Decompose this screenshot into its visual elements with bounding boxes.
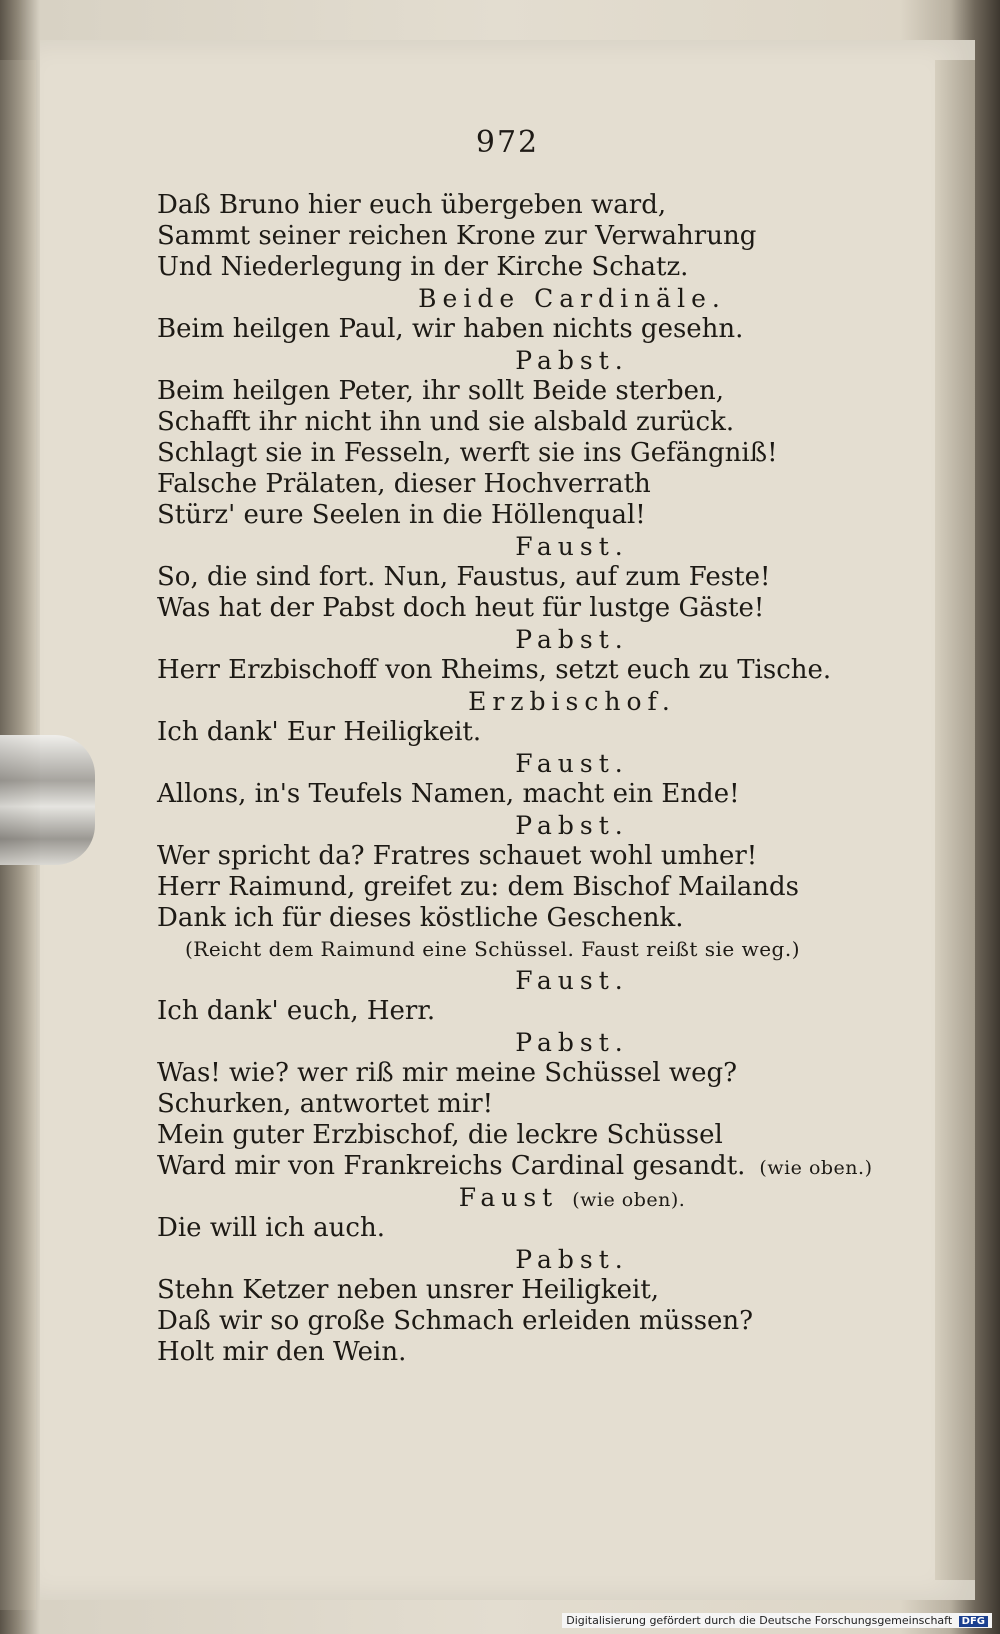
verse-line xyxy=(157,407,877,438)
footer-text: Digitalisierung gefördert durch die Deutsche Forschungsgemeinschaft xyxy=(566,1614,953,1627)
line-text: Faust. xyxy=(515,966,629,995)
page-clip xyxy=(0,735,95,865)
verse-line xyxy=(157,1089,877,1120)
speaker-name xyxy=(157,686,877,717)
line-text: Pabst. xyxy=(515,625,629,654)
footer-credit xyxy=(562,1613,992,1628)
line-text: Ward mir von Frankreichs Cardinal gesandt. xyxy=(157,1151,746,1181)
line-text: Faust xyxy=(458,1183,559,1212)
stage-note: (wie oben). xyxy=(572,1189,686,1211)
verse-line xyxy=(157,996,877,1027)
stage-direction xyxy=(157,934,877,965)
speaker-name xyxy=(157,810,877,841)
verse-line xyxy=(157,1306,877,1337)
speaker-name xyxy=(157,748,877,779)
line-text: Herr Raimund, greifet zu: dem Bischof Mailands xyxy=(157,872,800,902)
line-text: So, die sind fort. Nun, Faustus, auf zum Feste! xyxy=(157,562,771,592)
line-text: Pabst. xyxy=(515,811,629,840)
book-page xyxy=(40,40,975,1600)
speaker-name xyxy=(157,283,877,314)
speaker-name xyxy=(157,1027,877,1058)
verse-line xyxy=(157,1213,877,1244)
verse-line xyxy=(157,1151,877,1182)
line-text: Pabst. xyxy=(515,346,629,375)
line-text: Herr Erzbischoff von Rheims, setzt euch zu Tische. xyxy=(157,655,832,685)
verse-line xyxy=(157,903,877,934)
verse-line xyxy=(157,221,877,252)
line-text: Holt mir den Wein. xyxy=(157,1337,407,1367)
speaker-name xyxy=(157,531,877,562)
line-text: Falsche Prälaten, dieser Hochverrath xyxy=(157,469,651,499)
verse-line xyxy=(157,562,877,593)
line-text: Daß wir so große Schmach erleiden müssen? xyxy=(157,1306,754,1336)
line-text: Stürz' eure Seelen in die Höllenqual! xyxy=(157,500,646,530)
line-text: Stehn Ketzer neben unsrer Heiligkeit, xyxy=(157,1275,660,1305)
verse-line xyxy=(157,438,877,469)
line-text: Faust. xyxy=(515,532,629,561)
verse-line xyxy=(157,376,877,407)
line-text: Wer spricht da? Fratres schauet wohl umher! xyxy=(157,841,758,871)
line-text: Dank ich für dieses köstliche Geschenk. xyxy=(157,903,684,933)
line-text: Schlagt sie in Fesseln, werft sie ins Gefängniß! xyxy=(157,438,778,468)
verse-line xyxy=(157,500,877,531)
line-text: Ich dank' Eur Heiligkeit. xyxy=(157,717,482,747)
verse-line xyxy=(157,314,877,345)
verse-line xyxy=(157,872,877,903)
line-text: Schafft ihr nicht ihn und sie alsbald zurück. xyxy=(157,407,735,437)
line-text: Daß Bruno hier euch übergeben ward, xyxy=(157,190,667,220)
verse-line xyxy=(157,469,877,500)
verse-line xyxy=(157,190,877,221)
line-text: (Reicht dem Raimund eine Schüssel. Faust reißt sie weg.) xyxy=(185,937,801,961)
line-text: Was hat der Pabst doch heut für lustge Gäste! xyxy=(157,593,765,623)
verse-line xyxy=(157,841,877,872)
right-page-edge xyxy=(935,60,975,1580)
line-text: Erzbischof. xyxy=(468,687,676,716)
line-text: Mein guter Erzbischof, die leckre Schüssel xyxy=(157,1120,723,1150)
verse-text xyxy=(157,190,877,1368)
verse-line xyxy=(157,1058,877,1089)
line-text: Schurken, antwortet mir! xyxy=(157,1089,494,1119)
line-text: Ich dank' euch, Herr. xyxy=(157,996,436,1026)
speaker-name xyxy=(157,345,877,376)
verse-line xyxy=(157,1337,877,1368)
line-text: Sammt seiner reichen Krone zur Verwahrung xyxy=(157,221,757,251)
stage-note: (wie oben.) xyxy=(759,1157,873,1179)
dfg-logo: DFG xyxy=(959,1616,988,1627)
page-number: 972 xyxy=(475,125,540,160)
verse-line xyxy=(157,779,877,810)
verse-line xyxy=(157,717,877,748)
verse-line xyxy=(157,252,877,283)
line-text: Faust. xyxy=(515,749,629,778)
speaker-name xyxy=(157,1244,877,1275)
line-text: Beim heilgen Paul, wir haben nichts gesehn. xyxy=(157,314,744,344)
line-text: Was! wie? wer riß mir meine Schüssel weg? xyxy=(157,1058,738,1088)
line-text: Beim heilgen Peter, ihr sollt Beide sterben, xyxy=(157,376,725,406)
speaker-name xyxy=(157,1182,877,1213)
verse-line xyxy=(157,1275,877,1306)
line-text: Beide Cardinäle. xyxy=(418,284,726,313)
verse-line xyxy=(157,593,877,624)
line-text: Allons, in's Teufels Namen, macht ein Ende! xyxy=(157,779,740,809)
line-text: Pabst. xyxy=(515,1028,629,1057)
verse-line xyxy=(157,655,877,686)
speaker-name xyxy=(157,624,877,655)
speaker-name xyxy=(157,965,877,996)
line-text: Und Niederlegung in der Kirche Schatz. xyxy=(157,252,689,282)
line-text: Die will ich auch. xyxy=(157,1213,385,1243)
line-text: Pabst. xyxy=(515,1245,629,1274)
verse-line xyxy=(157,1120,877,1151)
